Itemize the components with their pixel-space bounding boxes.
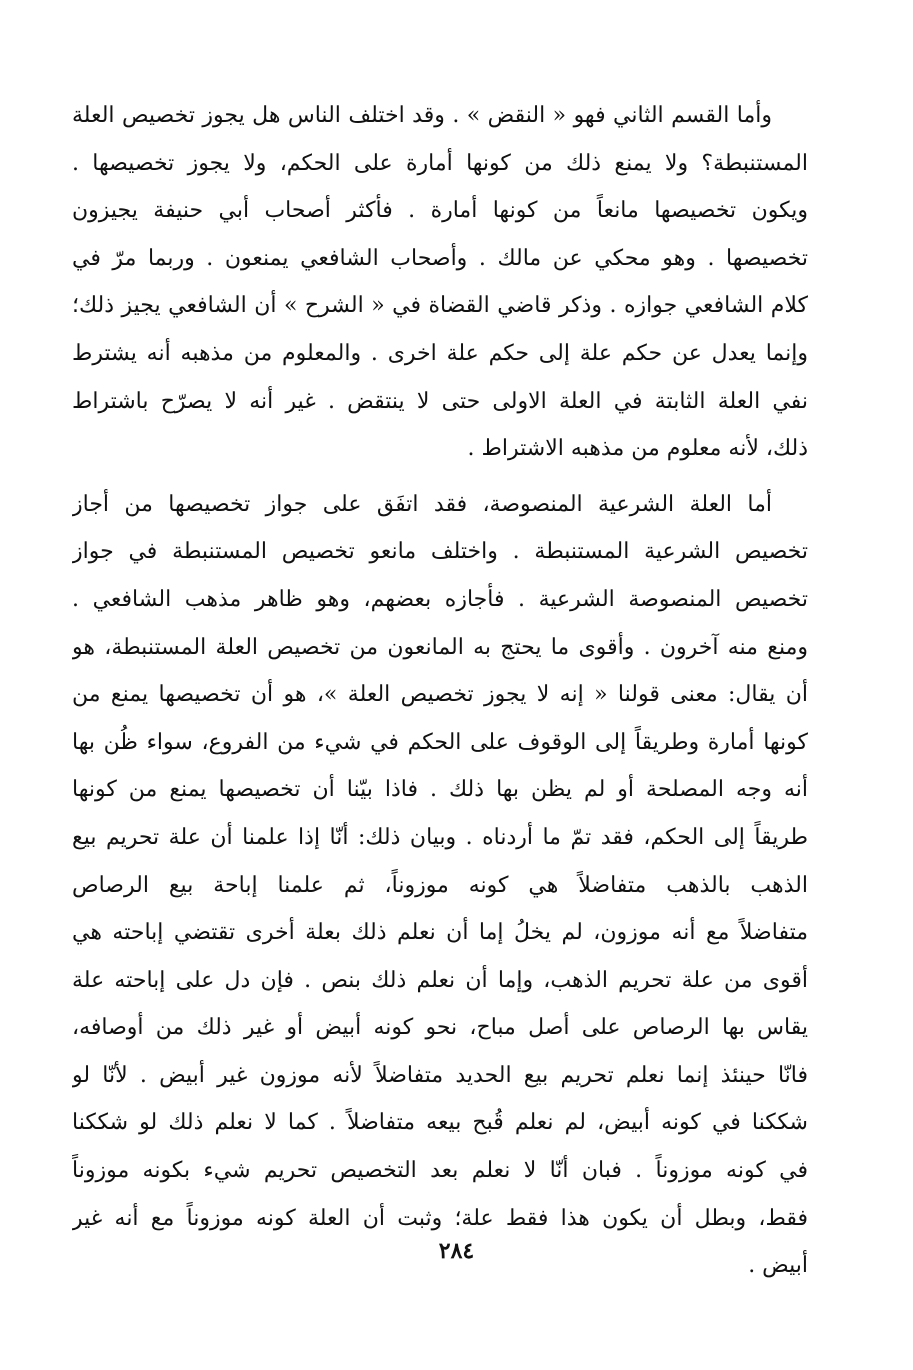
text-line: تخصيصها . وهو محكي عن مالك . وأصحاب الشافعي يمنعون . وربما مرّ في — [72, 245, 808, 271]
paragraph-2 — [72, 481, 808, 1290]
text-line: ومنع منه آخرون . وأقوى ما يحتج به المانعون من تخصيص العلة المستنبطة، هو — [72, 634, 808, 660]
text-line: ذلك، لأنه معلوم من مذهبه الاشتراط . — [467, 436, 808, 462]
text-line: وأما القسم الثاني فهو « النقض » . وقد اختلف الناس هل يجوز تخصيص العلة — [72, 103, 772, 128]
text-line: أنه وجه المصلحة أو لم يظن بها ذلك . فاذا بيّنا أن تخصيصها يمنع من كونها — [72, 777, 808, 803]
text-line: أقوى من علة تحريم الذهب، وإما أن نعلم ذلك بنص . فإن دل على إباحته علة — [72, 967, 808, 993]
document-page — [72, 92, 808, 1362]
text-line: أما العلة الشرعية المنصوصة، فقد اتفَق على جواز تخصيصها من أجاز — [72, 491, 772, 517]
text-line: أن يقال: معنى قولنا « إنه لا يجوز تخصيص العلة »، هو أن تخصيصها يمنع من — [72, 682, 808, 708]
text-line: ويكون تخصيصها مانعاً من كونها أمارة . فأكثر أصحاب أبي حنيفة يجيزون — [72, 198, 808, 224]
text-line: نفي العلة الثابتة في العلة الاولى حتى لا ينتقض . غير أنه لا يصرّح باشتراط — [72, 388, 808, 414]
text-line: يقاس بها الرصاص على أصل مباح، نحو كونه أبيض أو غير ذلك من أوصافه، — [72, 1015, 808, 1041]
text-line: كونها أمارة وطريقاً إلى الوقوف على الحكم في شيء من الفروع، سواء ظُن بها — [72, 729, 808, 755]
text-line: متفاضلاً مع أنه موزون، لم يخلُ إما أن نعلم ذلك بعلة أخرى تقتضي إباحته هي — [72, 920, 808, 946]
text-line: فانّا حينئذ إنما نعلم تحريم بيع الحديد متفاضلاً لأنه موزون غير أبيض . لأنّا لو — [72, 1062, 808, 1088]
text-line: أبيض . — [748, 1253, 808, 1279]
text-line: تخصيص الشرعية المستنبطة . واختلف مانعو تخصيص المستنبطة في جواز — [72, 539, 808, 565]
text-line: المستنبطة؟ ولا يمنع ذلك من كونها أمارة على الحكم، ولا يجوز تخصيصها . — [72, 150, 808, 176]
text-line: طريقاً إلى الحكم، فقد تمّ ما أردناه . وبيان ذلك: أنّا إذا علمنا أن علة تحريم بيع — [72, 824, 808, 850]
text-line: شككنا في كونه أبيض، لم نعلم قُبح بيعه متفاضلاً . كما لا نعلم ذلك لو شككنا — [72, 1110, 808, 1136]
text-line: الذهب بالذهب متفاضلاً هي كونه موزوناً، ثم علمنا إباحة بيع الرصاص — [72, 872, 808, 898]
text-line: في كونه موزوناً . فبان أنّا لا نعلم بعد التخصيص تحريم شيء بكونه موزوناً — [72, 1158, 808, 1184]
text-line: كلام الشافعي جوازه . وذكر قاضي القضاة في « الشرح » أن الشافعي يجيز ذلك؛ — [72, 293, 808, 319]
text-line: وإنما يعدل عن حكم علة إلى حكم علة اخرى . والمعلوم من مذهبه أنه يشترط — [72, 340, 808, 366]
text-line: فقط، وبطل أن يكون هذا فقط علة؛ وثبت أن العلة كونه موزوناً مع أنه غير — [72, 1205, 808, 1231]
page-number: ٢٨٤ — [438, 1238, 475, 1264]
paragraph-1 — [72, 92, 808, 473]
text-line: تخصيص المنصوصة الشرعية . فأجازه بعضهم، وهو ظاهر مذهب الشافعي . — [72, 586, 808, 612]
